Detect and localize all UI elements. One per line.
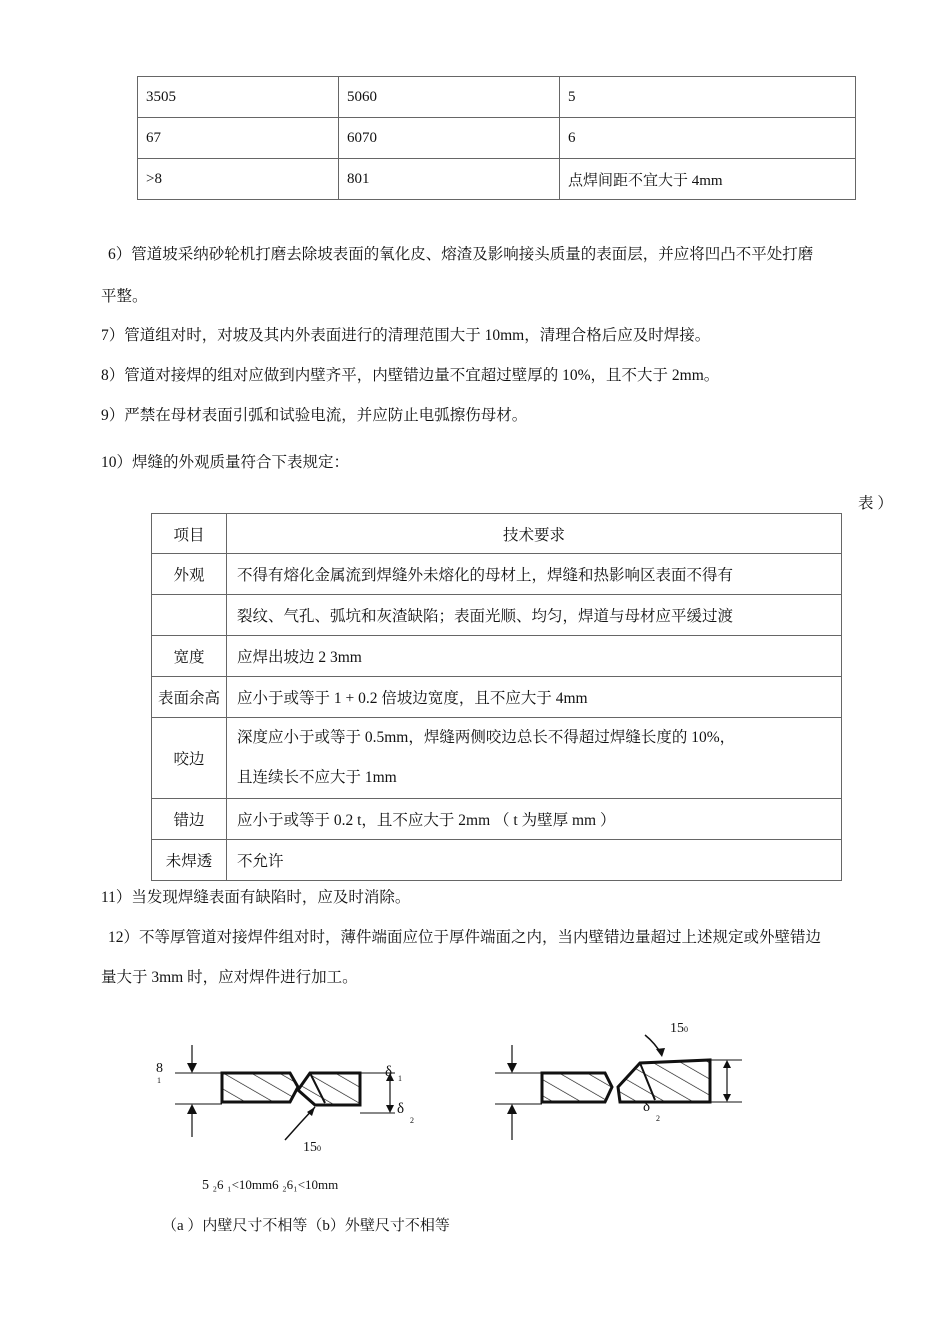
angle-value: 15 <box>670 1021 684 1036</box>
row-label-appearance: 外观 <box>152 554 227 595</box>
delta1-sub: 1 <box>398 1074 402 1083</box>
table-row <box>152 636 842 677</box>
angle-label-a <box>303 1140 321 1156</box>
formula-part: ₂6 <box>212 1177 224 1192</box>
table-row <box>152 595 842 636</box>
table-row <box>152 799 842 840</box>
row-value-undercut <box>227 718 842 799</box>
paragraph-6-line1: 6）管道坡采纳砂轮机打磨去除坡表面的氧化皮、熔渣及影响接头质量的表面层，并应将凹凸不平处打磨 <box>108 246 814 263</box>
delta-label-a <box>156 1061 163 1077</box>
table-row <box>152 554 842 595</box>
table-cell: 3505 <box>138 77 339 118</box>
delta-sub-a: 1 <box>157 1076 161 1085</box>
delta2-sub-b: 2 <box>656 1114 660 1123</box>
arrow-down-icon <box>507 1063 517 1073</box>
table-cell: 6070 <box>339 118 560 159</box>
angle-degree: 0 <box>317 1144 321 1153</box>
table-row <box>152 677 842 718</box>
thick-plate <box>298 1073 360 1105</box>
paragraph-10: 10）焊缝的外观质量符合下表规定： <box>101 454 350 471</box>
row-label-width: 宽度 <box>152 636 227 677</box>
row-label-misalign: 错边 <box>152 799 227 840</box>
formula-part: 5 <box>202 1178 209 1193</box>
arrow-up-icon <box>187 1104 197 1114</box>
delta2-label-b: δ <box>643 1099 651 1115</box>
spot-weld-table <box>137 76 856 200</box>
arrow-up-icon <box>507 1104 517 1114</box>
thin-plate <box>222 1073 298 1102</box>
weld-joint-diagram <box>150 1015 760 1165</box>
table-row <box>152 718 842 799</box>
row-value-penetration: 不允许 <box>227 840 842 881</box>
weld-quality-table <box>151 513 842 881</box>
thin-plate <box>542 1073 612 1102</box>
row-value-misalign: 应小于或等于 0.2 t，且不应大于 2mm （ t 为壁厚 mm ） <box>227 799 842 840</box>
arrow-up-icon <box>723 1060 731 1068</box>
formula-part: ₁<10mm6 <box>227 1177 279 1192</box>
row-value-appearance-1: 不得有熔化金属流到焊缝外未熔化的母材上，焊缝和热影响区表面不得有 <box>227 554 842 595</box>
table-cell: >8 <box>138 159 339 200</box>
row-label-empty <box>152 595 227 636</box>
paragraph-9: 9）严禁在母材表面引弧和试验电流，并应防止电弧擦伤母材。 <box>101 407 528 424</box>
row-label-penetration: 未焊透 <box>152 840 227 881</box>
table-cell: 点焊间距不宜大于 4mm <box>560 159 856 200</box>
table-row <box>138 159 856 200</box>
arrow-down-icon <box>386 1105 394 1113</box>
header-item: 项目 <box>152 514 227 554</box>
table-caption: 表 ） <box>858 495 893 512</box>
row-value-reinforcement: 应小于或等于 1 + 0.2 倍坡边宽度，且不应大于 4mm <box>227 677 842 718</box>
figure-caption: （a ）内壁尺寸不相等（b）外壁尺寸不相等 <box>162 1218 450 1234</box>
table-cell: 67 <box>138 118 339 159</box>
paragraph-6-line2: 平整。 <box>101 288 148 305</box>
table-cell: 5 <box>560 77 856 118</box>
table-row <box>152 840 842 881</box>
paragraph-12-line1: 12）不等厚管道对接焊件组对时，薄件端面应位于厚件端面之内，当内壁错边量超过上述规定或外壁错边 <box>108 929 822 946</box>
table-row <box>138 118 856 159</box>
undercut-line-2: 且连续长不应大于 1mm <box>237 769 397 786</box>
row-value-appearance-2: 裂纹、气孔、弧坑和灰渣缺陷；表面光顺、均匀，焊道与母材应平缓过渡 <box>227 595 842 636</box>
delta2-sub-a: 2 <box>410 1116 414 1125</box>
header-requirement: 技术要求 <box>227 514 842 554</box>
delta2-label-a: δ <box>397 1101 405 1117</box>
paragraph-12-line2: 量大于 3mm 时，应对焊件进行加工。 <box>101 969 358 986</box>
arrow-down-icon <box>187 1063 197 1073</box>
table-cell: 801 <box>339 159 560 200</box>
angle-label-b <box>670 1021 688 1037</box>
delta1-label: δ <box>385 1064 393 1080</box>
delta-symbol: 8 <box>156 1061 163 1076</box>
arrow-icon <box>656 1048 665 1057</box>
angle-value: 15 <box>303 1140 317 1155</box>
angle-degree: 0 <box>684 1025 688 1034</box>
row-label-reinforcement: 表面余高 <box>152 677 227 718</box>
paragraph-8: 8）管道对接焊的组对应做到内壁齐平，内壁错边量不宜超过壁厚的 10%，且不大于 2mm。 <box>101 367 720 384</box>
arrow-down-icon <box>723 1094 731 1102</box>
paragraph-7: 7）管道组对时，对坡及其内外表面进行的清理范围大于 10mm，清理合格后应及时焊接。 <box>101 327 711 344</box>
thick-plate <box>618 1060 710 1102</box>
table-cell: 5060 <box>339 77 560 118</box>
undercut-line-1: 深度应小于或等于 0.5mm，焊缝两侧咬边总长不得超过焊缝长度的 10%， <box>237 729 736 746</box>
diagram-b <box>495 1035 742 1140</box>
paragraph-11: 11）当发现焊缝表面有缺陷时，应及时消除。 <box>101 889 411 906</box>
row-value-width: 应焊出坡边 2 3mm <box>227 636 842 677</box>
table-header-row <box>152 514 842 554</box>
table-cell: 6 <box>560 118 856 159</box>
formula-part: ₂6₁<10mm <box>282 1177 339 1192</box>
thickness-formula <box>202 1177 338 1194</box>
table-row <box>138 77 856 118</box>
row-label-undercut: 咬边 <box>152 718 227 799</box>
diagram-a <box>175 1045 395 1140</box>
